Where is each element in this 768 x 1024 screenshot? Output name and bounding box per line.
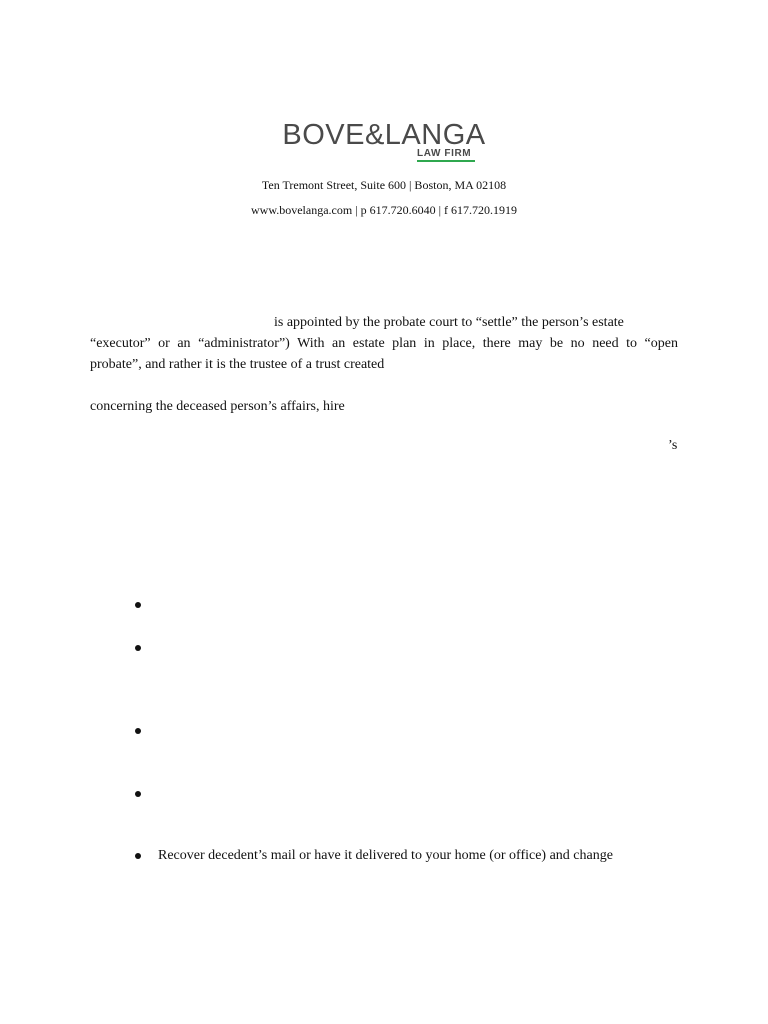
- bullet-dot-1: [135, 602, 141, 608]
- firm-address: Ten Tremont Street, Suite 600 | Boston, MA 02108: [261, 178, 507, 192]
- logo-underline: [417, 160, 475, 162]
- paragraph-line-4: concerning the deceased person’s affairs, hire: [90, 399, 345, 414]
- paragraph-line-3: probate”, and rather it is the trustee of a trust created: [90, 357, 385, 372]
- bullet-dot-4: [135, 791, 141, 797]
- list-item-5: Recover decedent’s mail or have it delivered to your home (or office) and change: [158, 848, 613, 863]
- logo-ampersand: &: [364, 119, 385, 151]
- bullet-dot-2: [135, 645, 141, 651]
- firm-logo: [0, 118, 768, 152]
- firm-contact: www.bovelanga.com | p 617.720.6040 | f 617.720.1919: [251, 203, 517, 217]
- bullet-dot-5: [135, 853, 141, 859]
- paragraph-line-5: ’s: [668, 438, 678, 453]
- logo-subtitle: LAW FIRM: [417, 148, 472, 159]
- logo-subtitle-block: [0, 148, 768, 162]
- paragraph-line-1: is appointed by the probate court to “settle” the person’s estate: [274, 315, 624, 330]
- bullet-dot-3: [135, 728, 141, 734]
- logo-word-langa: LANGA: [384, 119, 486, 151]
- paragraph-line-2: “executor” or an “administrator”) With an estate plan in place, there may be no need to “open: [90, 336, 678, 351]
- logo-word-bove: BOVE: [282, 119, 365, 151]
